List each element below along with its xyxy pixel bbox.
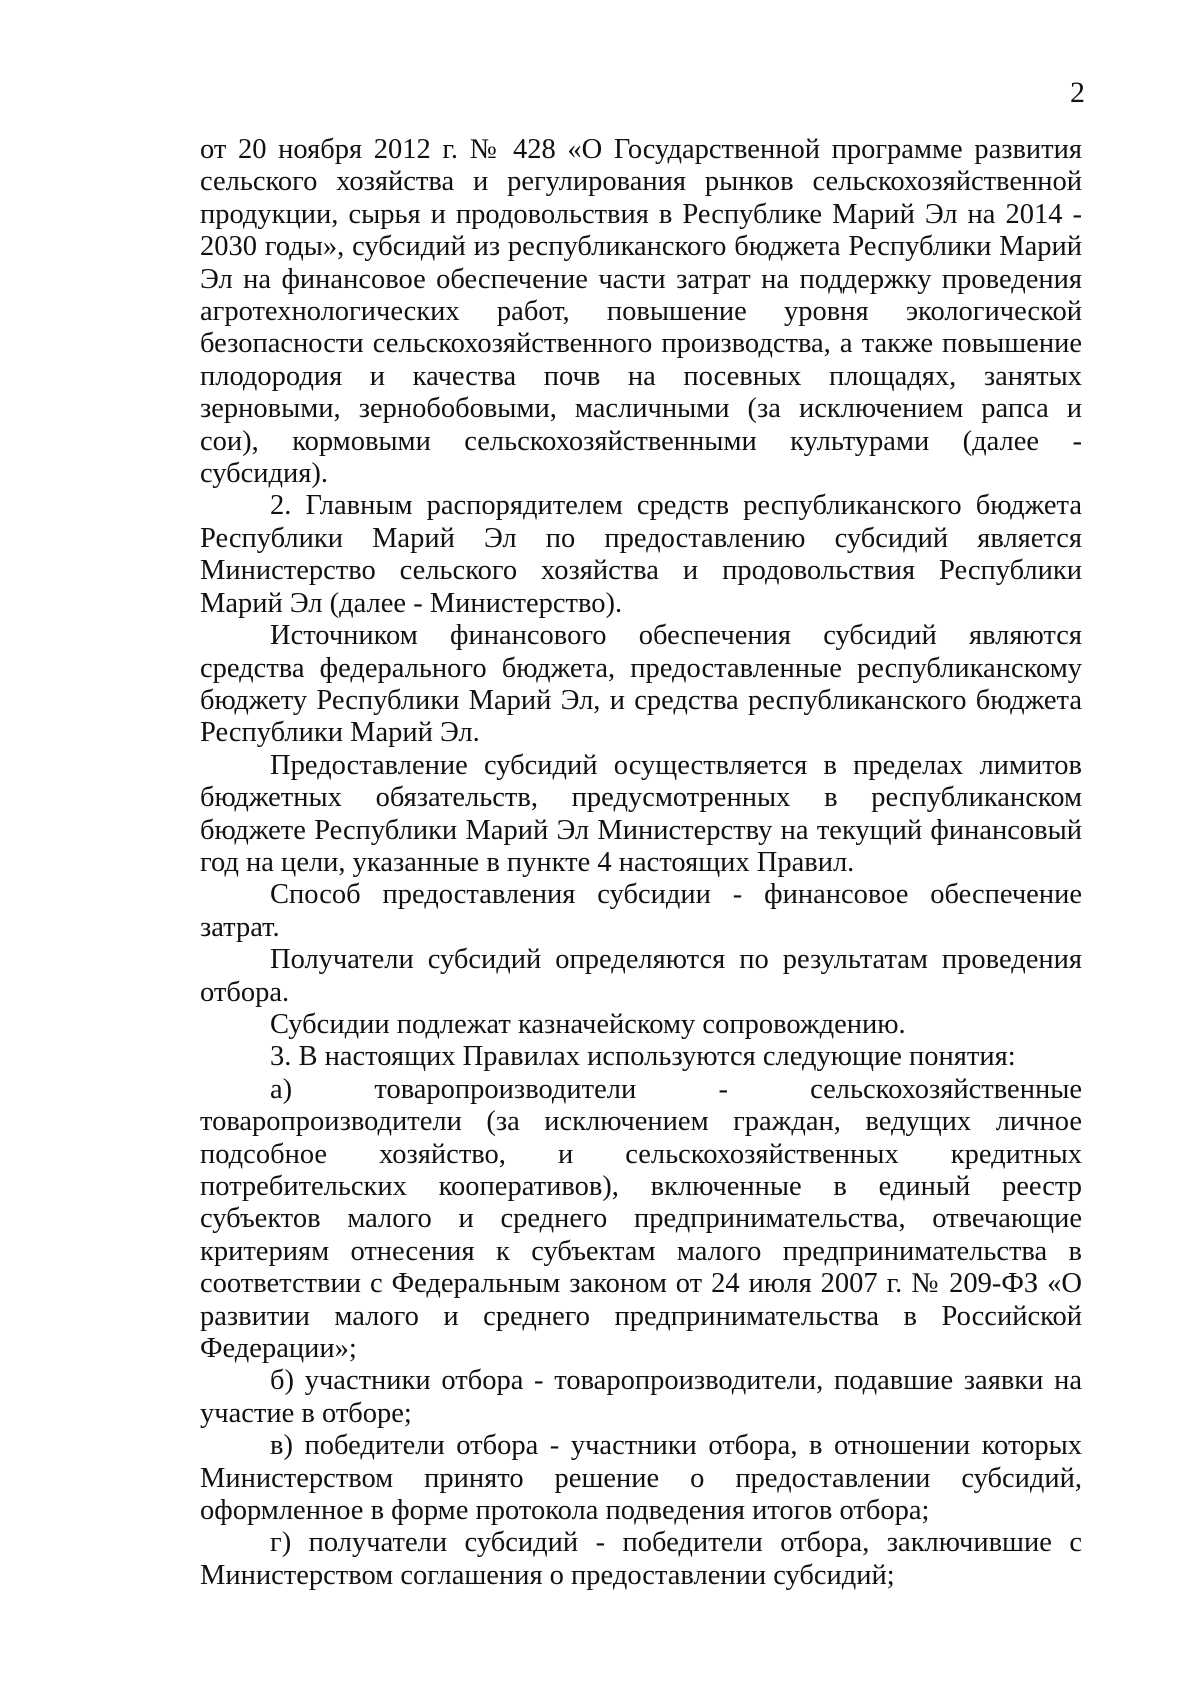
paragraph-7: Субсидии подлежат казначейскому сопровождению. bbox=[270, 1008, 906, 1040]
paragraph-12: г) получатели субсидий - победители отбора, заключившие с Министерством соглашения о предоставлении субсидий; bbox=[200, 1527, 1082, 1591]
paragraph-10: б) участники отбора - товаропроизводители, подавшие заявки на участие в отборе; bbox=[200, 1365, 1082, 1429]
document-body bbox=[200, 134, 1082, 1592]
paragraph-2: 2. Главным распорядителем средств республиканского бюджета Республики Марий Эл по предоставлению субсидий является Министерство сельского хозяйства и продовольствия Республики Марий Эл (далее - Министерство). bbox=[200, 490, 1082, 619]
paragraph-1: от 20 ноября 2012 г. № 428 «О Государственной программе развития сельского хозяйства и регулирования рынков сельскохозяйственной продукции, сырья и продовольствия в Республике Марий Эл на 2014 - 2030 годы», субсидий из республиканского бюджета Республики Марий Эл на финансовое обеспечение части затрат на поддержку проведения агротехнологических работ, повышение уровня экологической безопасности сельскохозяйственного производства, а также повышение плодородия и качества почв на посевных площадях, занятых зерновыми, зернобобовыми, масличными (за исключением рапса и сои), кормовыми сельскохозяйственными культурами (далее - субсидия). bbox=[200, 134, 1082, 490]
paragraph-9: а) товаропроизводители - сельскохозяйственные товаропроизводители (за исключением граждан, ведущих личное подсобное хозяйство, и сельскохозяйственных кредитных потребительских кооперативов), включенные в единый реестр субъектов малого и среднего предпринимательства, отвечающие критериям отнесения к субъектам малого предпринимательства в соответствии с Федеральным законом от 24 июля 2007 г. № 209-ФЗ «О развитии малого и среднего предпринимательства в Российской Федерации»; bbox=[200, 1073, 1082, 1365]
paragraph-6: Получатели субсидий определяются по результатам проведения отбора. bbox=[200, 944, 1082, 1008]
paragraph-3: Источником финансового обеспечения субсидий являются средства федерального бюджета, предоставленные республиканскому бюджету Республики Марий Эл, и средства республиканского бюджета Республики Марий Эл. bbox=[200, 620, 1082, 749]
paragraph-11: в) победители отбора - участники отбора, в отношении которых Министерством принято решение о предоставлении субсидий, оформленное в форме протокола подведения итогов отбора; bbox=[200, 1430, 1082, 1527]
paragraph-4: Предоставление субсидий осуществляется в пределах лимитов бюджетных обязательств, предусмотренных в республиканском бюджете Республики Марий Эл Министерству на текущий финансовый год на цели, указанные в пункте 4 настоящих Правил. bbox=[200, 749, 1082, 878]
paragraph-8: 3. В настоящих Правилах используются следующие понятия: bbox=[270, 1041, 1016, 1073]
paragraph-5: Способ предоставления субсидии - финансовое обеспечение затрат. bbox=[200, 879, 1082, 943]
page-number: 2 bbox=[1070, 76, 1085, 109]
